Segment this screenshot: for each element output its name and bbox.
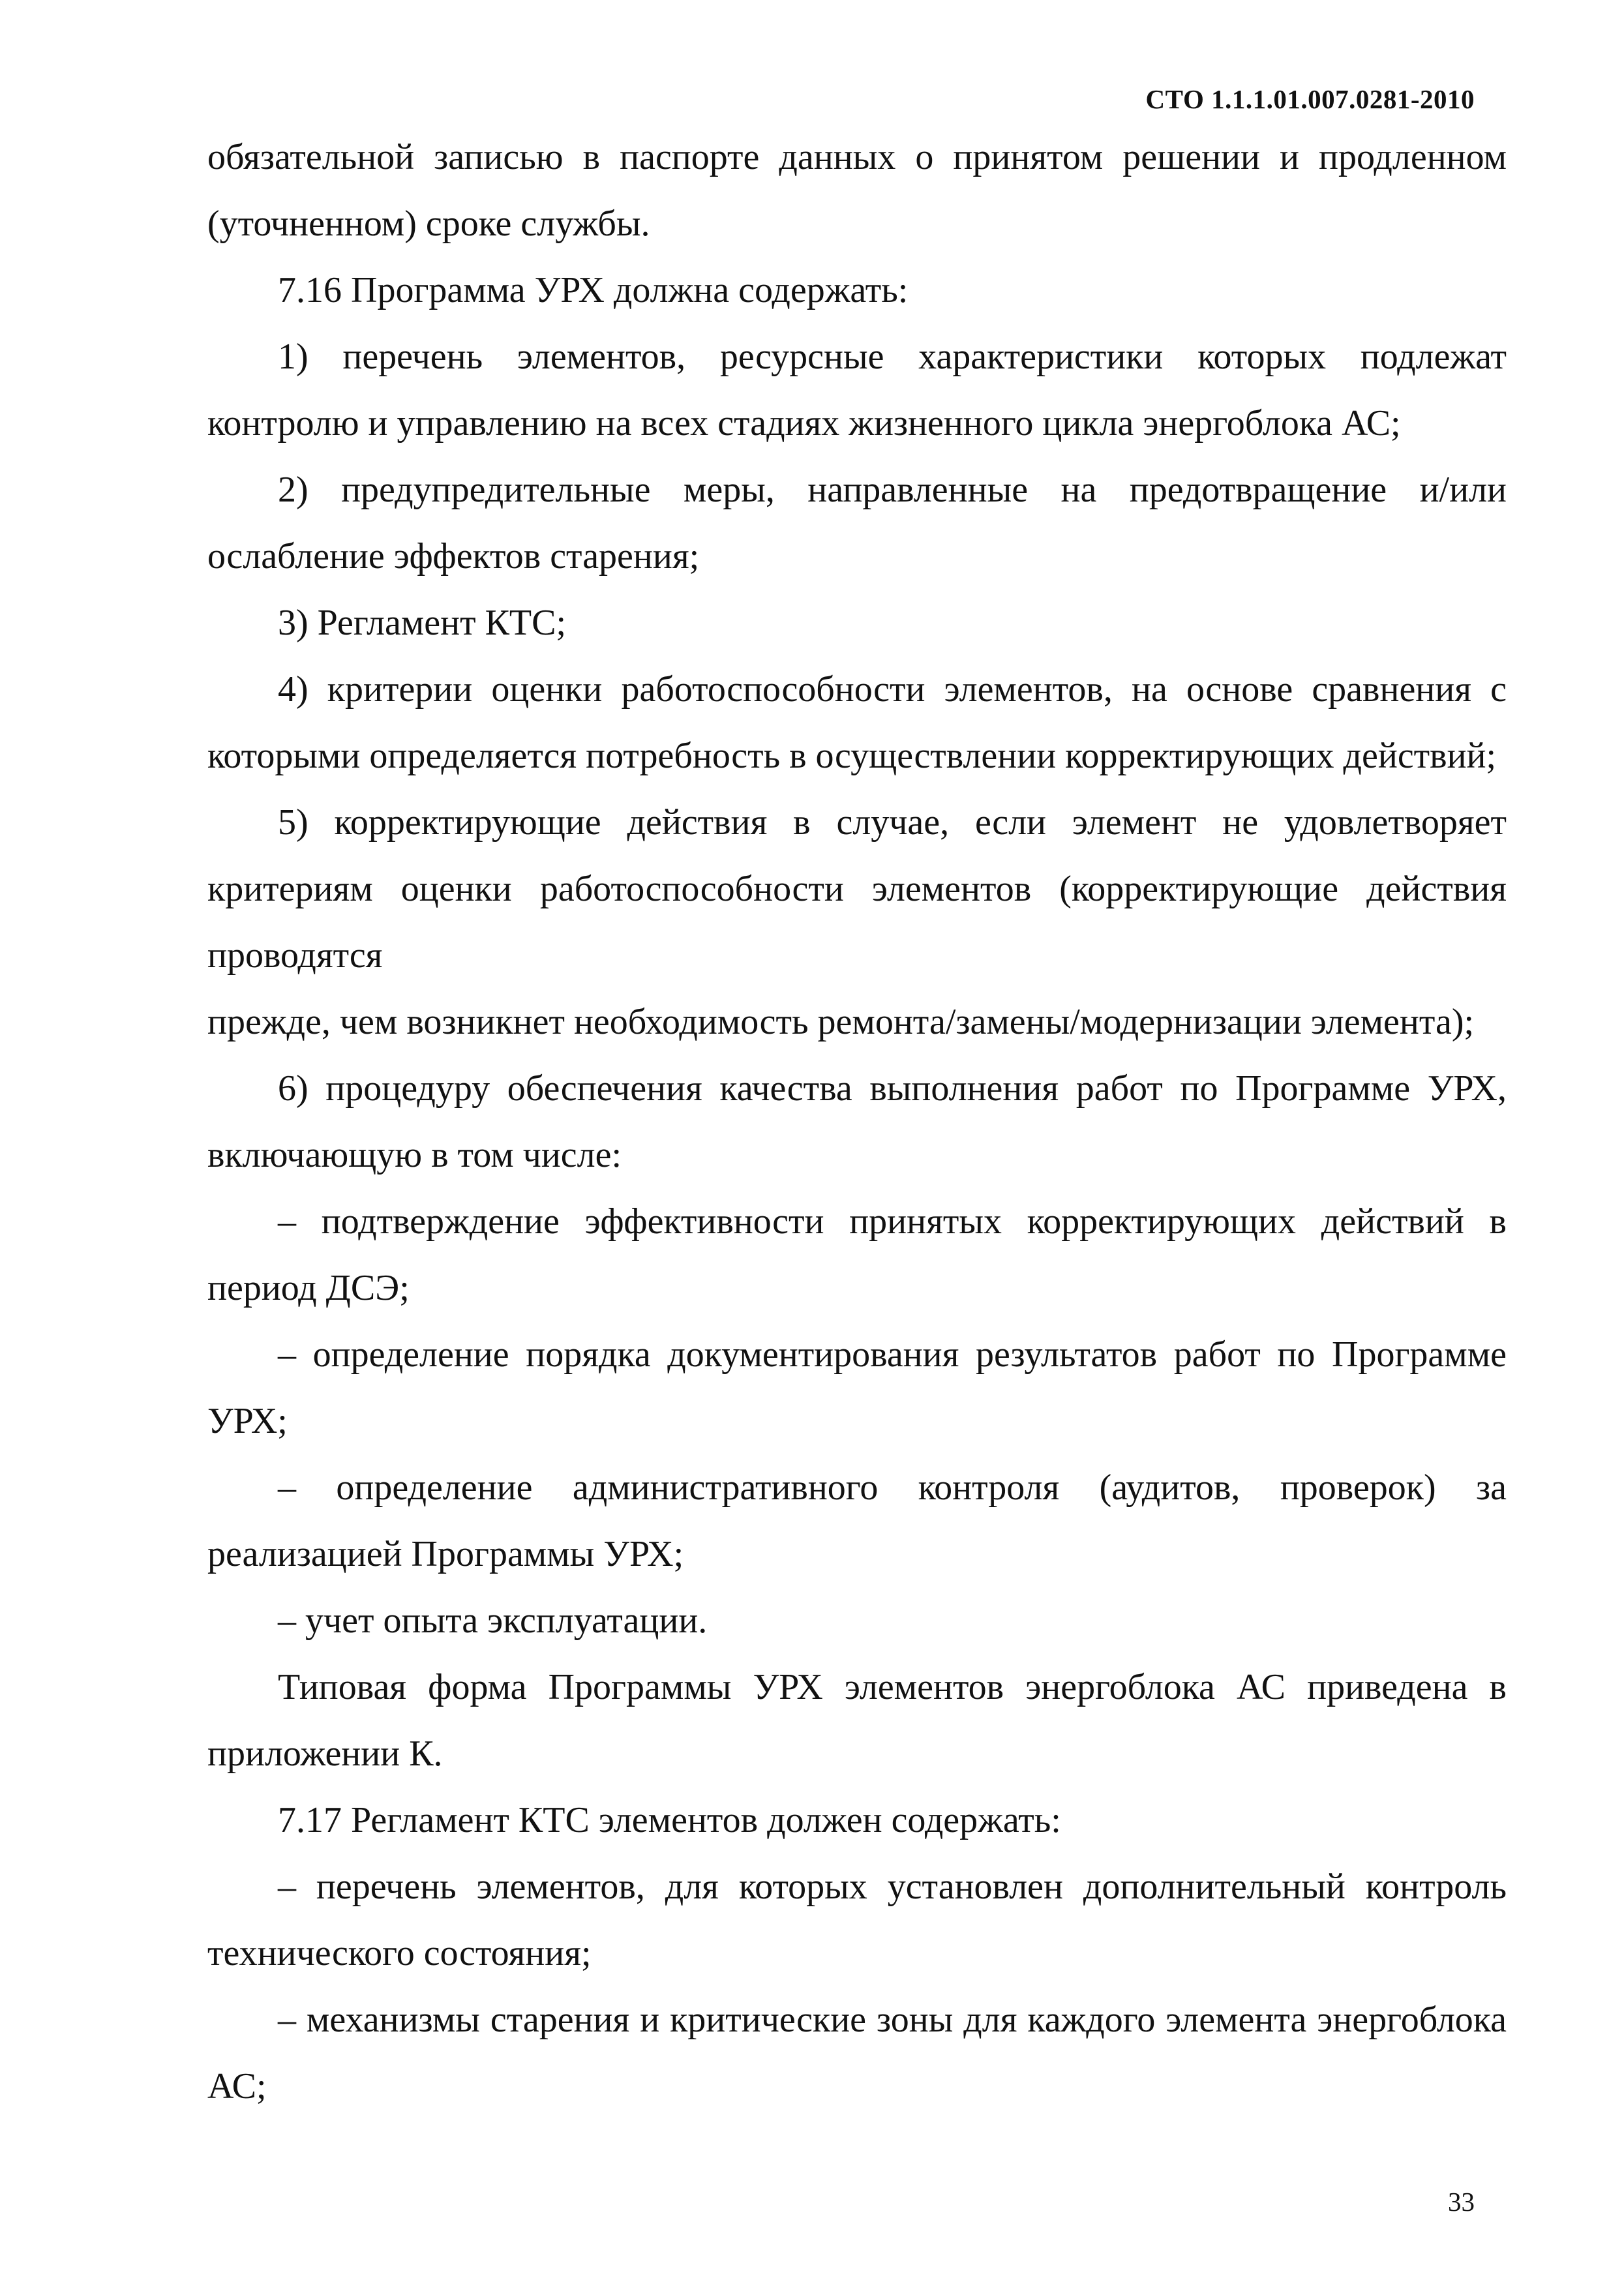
list-item-5-continuation: прежде, чем возникнет необходимость ремонта/замены/модернизации элемента);: [207, 1002, 1475, 1042]
paragraph-heading-7-16: 7.16 Программа УРХ должна содержать:: [278, 270, 909, 310]
list-item-3: 3) Регламент КТС;: [278, 603, 567, 643]
dash-item-element-list: – перечень элементов, для которых установлен дополнительный контроль технического состояния;: [207, 1866, 1507, 1973]
list-item-2: 2) предупредительные меры, направленные на предотвращение и/или ослабление эффектов старения;: [207, 470, 1507, 577]
document-code: СТО 1.1.1.01.007.0281-2010: [1145, 84, 1475, 114]
list-item-6: 6) процедуру обеспечения качества выполнения работ по Программе УРХ, включающую в том числе:: [207, 1068, 1507, 1175]
paragraph-continuation: обязательной записью в паспорте данных о принятом решении и продленном (уточненном) сроке службы.: [207, 137, 1507, 244]
document-body: [207, 124, 1507, 2120]
dash-item-aging-mechanisms: – механизмы старения и критические зоны для каждого элемента энергоблока АС;: [207, 2000, 1507, 2106]
paragraph-heading-7-17: 7.17 Регламент КТС элементов должен содержать:: [278, 1800, 1061, 1840]
dash-item-experience: – учет опыта эксплуатации.: [278, 1600, 708, 1641]
paragraph-typical-form: Типовая форма Программы УРХ элементов энергоблока АС приведена в приложении К.: [207, 1667, 1507, 1774]
list-item-1: 1) перечень элементов, ресурсные характеристики которых подлежат контролю и управлению на всех стадиях жизненного цикла энергоблока АС;: [207, 337, 1507, 443]
dash-item-admin-control: – определение административного контроля (аудитов, проверок) за реализацией Программы УРХ;: [207, 1467, 1507, 1574]
page-number: 33: [1448, 2187, 1475, 2217]
list-item-4: 4) критерии оценки работоспособности элементов, на основе сравнения с которыми определяется потребность в осуществлении корректирующих действий;: [207, 669, 1507, 776]
dash-item-documentation: – определение порядка документирования результатов работ по Программе УРХ;: [207, 1334, 1507, 1441]
list-item-5: 5) корректирующие действия в случае, если элемент не удовлетворяет критериям оценки работоспособности элементов (корректирующие действия проводятся: [207, 802, 1507, 976]
dash-item-confirmation: – подтверждение эффективности принятых корректирующих действий в период ДСЭ;: [207, 1201, 1507, 1308]
